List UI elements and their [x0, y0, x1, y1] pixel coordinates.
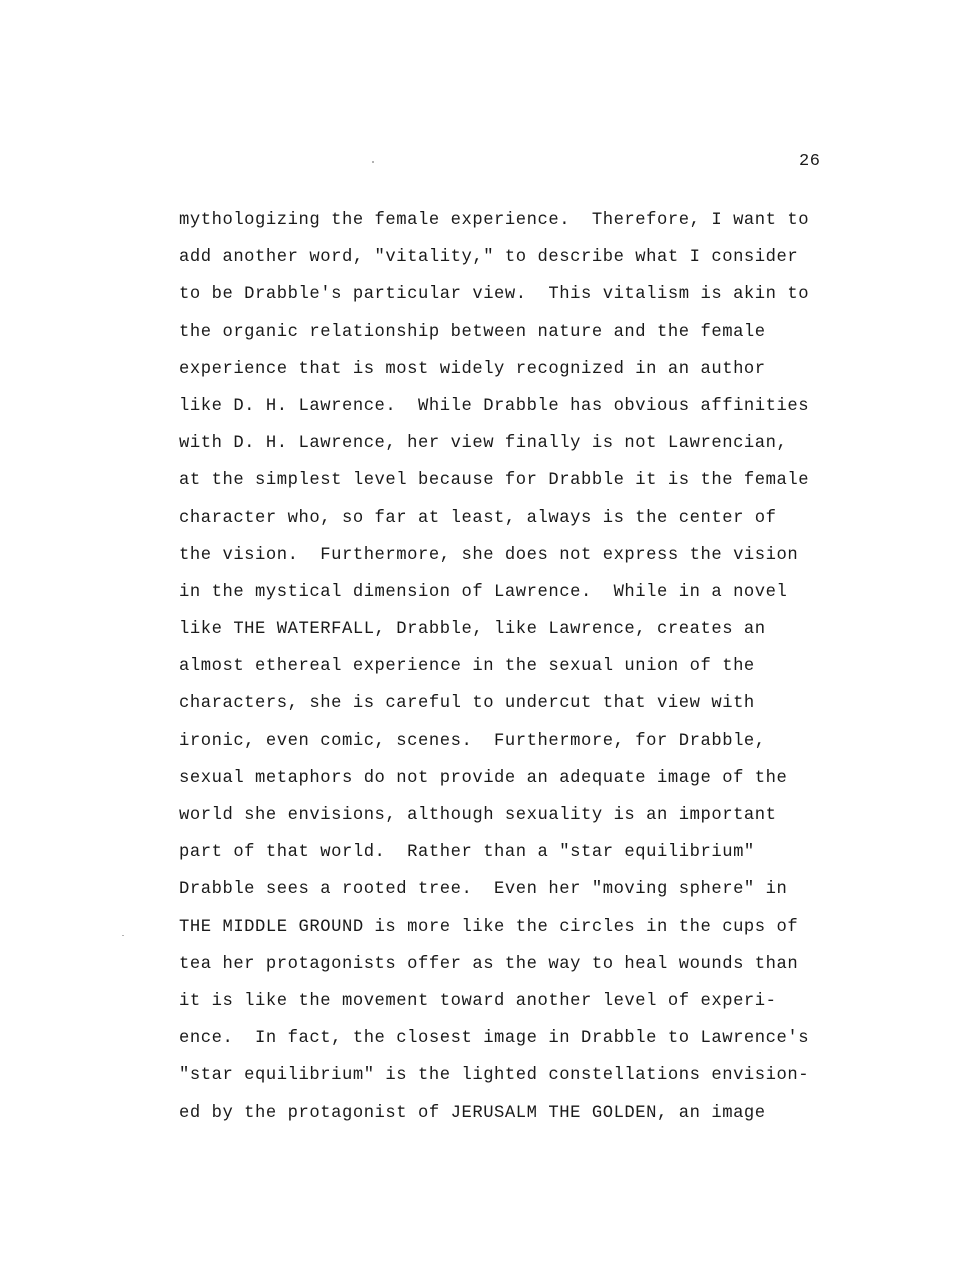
text-line: characters, she is careful to undercut that view with — [179, 694, 755, 714]
text-line: with D. H. Lawrence, her view finally is not Lawrencian, — [179, 434, 788, 454]
text-line: the vision. Furthermore, she does not express the vision — [179, 545, 799, 565]
text-line: part of that world. Rather than a "star equilibrium" — [179, 843, 755, 863]
body-paragraph — [179, 207, 859, 1137]
text-line: THE MIDDLE GROUND is more like the circles in the cups of — [179, 917, 799, 937]
text-line: Drabble sees a rooted tree. Even her "moving sphere" in — [179, 880, 788, 900]
text-line: like D. H. Lawrence. While Drabble has obvious affinities — [179, 396, 810, 416]
scan-speck — [122, 935, 124, 936]
text-line: add another word, "vitality," to describe what I consider — [179, 248, 799, 268]
scan-speck — [372, 161, 374, 163]
text-line: to be Drabble's particular view. This vitalism is akin to — [179, 285, 810, 305]
text-line: ence. In fact, the closest image in Drabble to Lawrence's — [179, 1029, 810, 1049]
text-line: ironic, even comic, scenes. Furthermore, for Drabble, — [179, 731, 766, 751]
text-line: world she envisions, although sexuality is an important — [179, 806, 777, 825]
text-line: almost ethereal experience in the sexual union of the — [179, 657, 755, 677]
page-number: 26 — [799, 152, 821, 171]
text-line: in the mystical dimension of Lawrence. While in a novel — [179, 582, 788, 602]
text-line: character who, so far at least, always is the center of — [179, 508, 777, 528]
text-line: like THE WATERFALL, Drabble, like Lawrence, creates an — [179, 620, 766, 640]
text-line: at the simplest level because for Drabble it is the female — [179, 471, 810, 491]
text-line: ed by the protagonist of JERUSALM THE GOLDEN, an image — [179, 1103, 766, 1123]
text-line: sexual metaphors do not provide an adequate image of the — [179, 768, 788, 788]
text-line: the organic relationship between nature and the female — [179, 322, 766, 342]
text-line: tea her protagonists offer as the way to heal wounds than — [179, 954, 799, 974]
text-line: mythologizing the female experience. Therefore, I want to — [179, 211, 810, 230]
text-line: it is like the movement toward another level of experi- — [179, 991, 777, 1011]
text-line: "star equilibrium" is the lighted constellations envision- — [179, 1066, 810, 1086]
text-line: experience that is most widely recognized in an author — [179, 359, 766, 379]
